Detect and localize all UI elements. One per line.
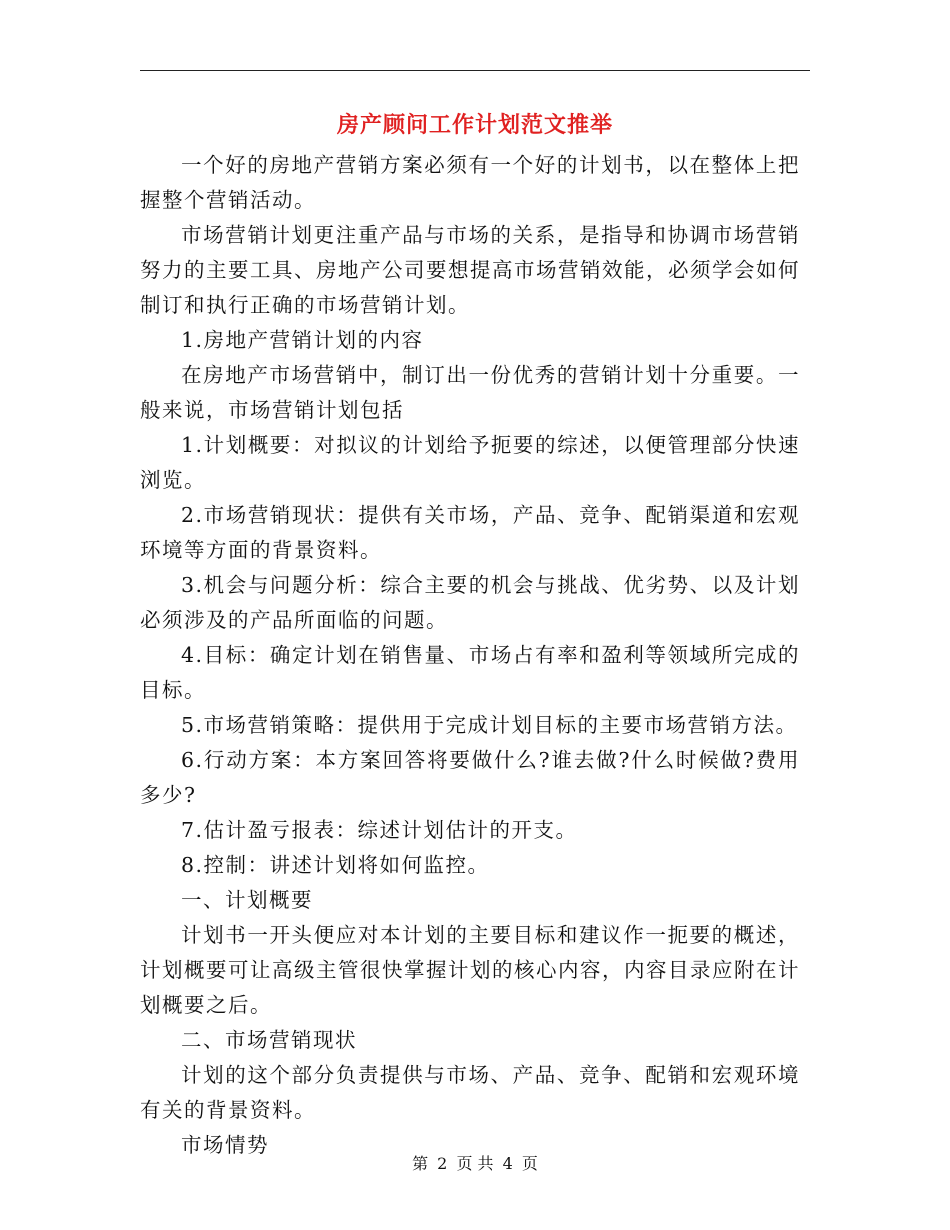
- paragraph: 计划的这个部分负责提供与市场、产品、竞争、配销和宏观环境有关的背景资料。: [140, 1063, 800, 1122]
- paragraph: 市场营销计划更注重产品与市场的关系，是指导和协调市场营销努力的主要工具、房地产公司要想提高市场营销效能，必须学会如何制订和执行正确的市场营销计划。: [140, 223, 800, 317]
- document-title: 房产顾问工作计划范文推举: [336, 112, 613, 138]
- footer-suffix: 页: [521, 1154, 538, 1173]
- list-item: 4.目标：确定计划在销售量、市场占有率和盈利等领域所完成的目标。: [140, 643, 800, 702]
- list-item: 8.控制：讲述计划将如何监控。: [181, 853, 490, 877]
- footer-middle: 页 共: [456, 1154, 494, 1173]
- list-item: 1.计划概要：对拟议的计划给予扼要的综述，以便管理部分快速浏览。: [140, 433, 800, 492]
- list-item: 3.机会与问题分析：综合主要的机会与挑战、优劣势、以及计划必须涉及的产品所面临的问题。: [140, 573, 800, 632]
- list-item: 5.市场营销策略：提供用于完成计划目标的主要市场营销方法。: [181, 713, 798, 737]
- document-body: [140, 148, 800, 1163]
- footer-prefix: 第: [412, 1154, 429, 1173]
- list-item: 6.行动方案：本方案回答将要做什么?谁去做?什么时候做?费用多少?: [140, 748, 800, 807]
- section-heading: 1.房地产营销计划的内容: [181, 328, 424, 352]
- page-footer: [0, 1152, 950, 1176]
- section-heading: 一、计划概要: [181, 888, 313, 912]
- paragraph: 计划书一开头便应对本计划的主要目标和建议作一扼要的概述，计划概要可让高级主管很快掌握计划的核心内容，内容目录应附在计划概要之后。: [140, 923, 800, 1017]
- section-heading: 二、市场营销现状: [181, 1028, 357, 1052]
- footer-page-total: 4: [502, 1154, 513, 1173]
- footer-page-number: 2: [437, 1154, 448, 1173]
- header-rule: [140, 70, 810, 71]
- subsection-heading: 市场情势: [181, 1133, 269, 1157]
- list-item: 7.估计盈亏报表：综述计划估计的开支。: [181, 818, 578, 842]
- paragraph: 一个好的房地产营销方案必须有一个好的计划书，以在整体上把握整个营销活动。: [140, 153, 800, 212]
- paragraph: 在房地产市场营销中，制订出一份优秀的营销计划十分重要。一般来说，市场营销计划包括: [140, 363, 800, 422]
- list-item: 2.市场营销现状：提供有关市场，产品、竞争、配销渠道和宏观环境等方面的背景资料。: [140, 503, 800, 562]
